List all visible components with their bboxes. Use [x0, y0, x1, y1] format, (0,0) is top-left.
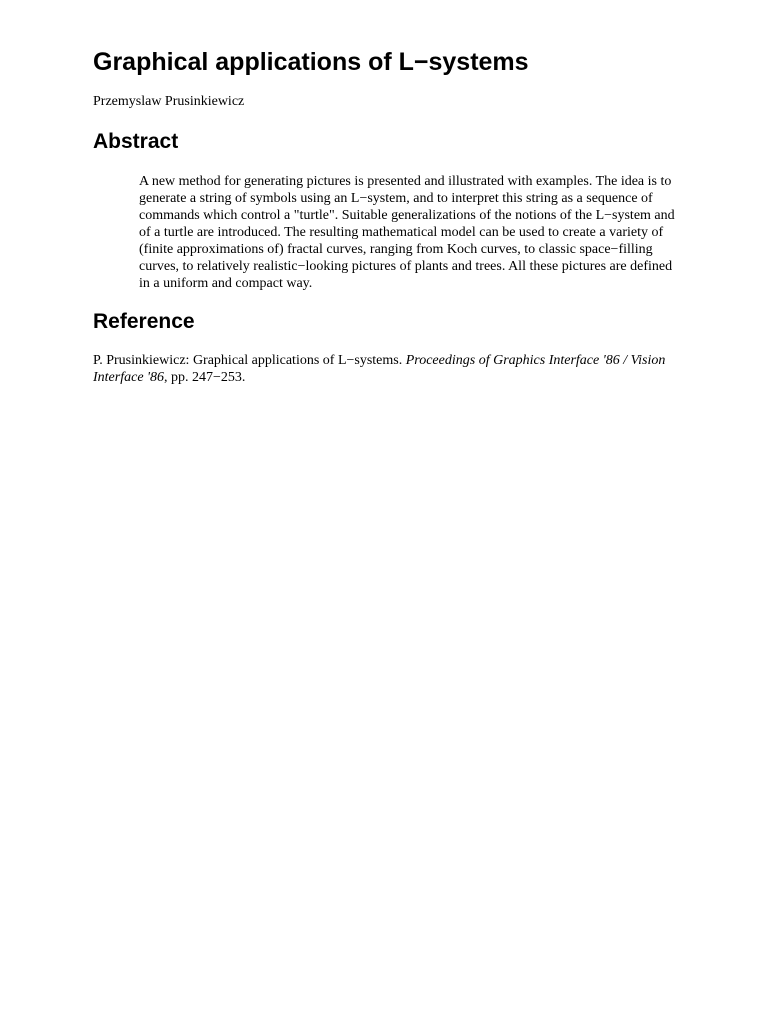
reference-citation	[93, 352, 685, 386]
author-name: Przemyslaw Prusinkiewicz	[93, 94, 245, 109]
abstract-heading: Abstract	[93, 130, 179, 153]
reference-venue: Proceedings of Graphics Interface '86 / Vision Interface '86	[93, 353, 666, 385]
reference-pages: , pp. 247−253.	[164, 370, 246, 385]
reference-heading: Reference	[93, 310, 195, 333]
reference-authors-title: P. Prusinkiewicz: Graphical applications of L−systems.	[93, 353, 406, 368]
abstract-text: A new method for generating pictures is presented and illustrated with examples. The idea is to generate a string of symbols using an L−system, and to interpret this string as a sequence of commands which control a "turtle". Suitable generalizations of the notions of the L−system and of a turtle are introduced. The resulting mathematical model can be used to create a variety of (finite approximations of) fractal curves, ranging from Koch curves, to classic space−filling curves, to relatively realistic−looking pictures of plants and trees. All these pictures are defined in a uniform and compact way.	[139, 174, 675, 291]
page-title: Graphical applications of L−systems	[93, 48, 529, 76]
